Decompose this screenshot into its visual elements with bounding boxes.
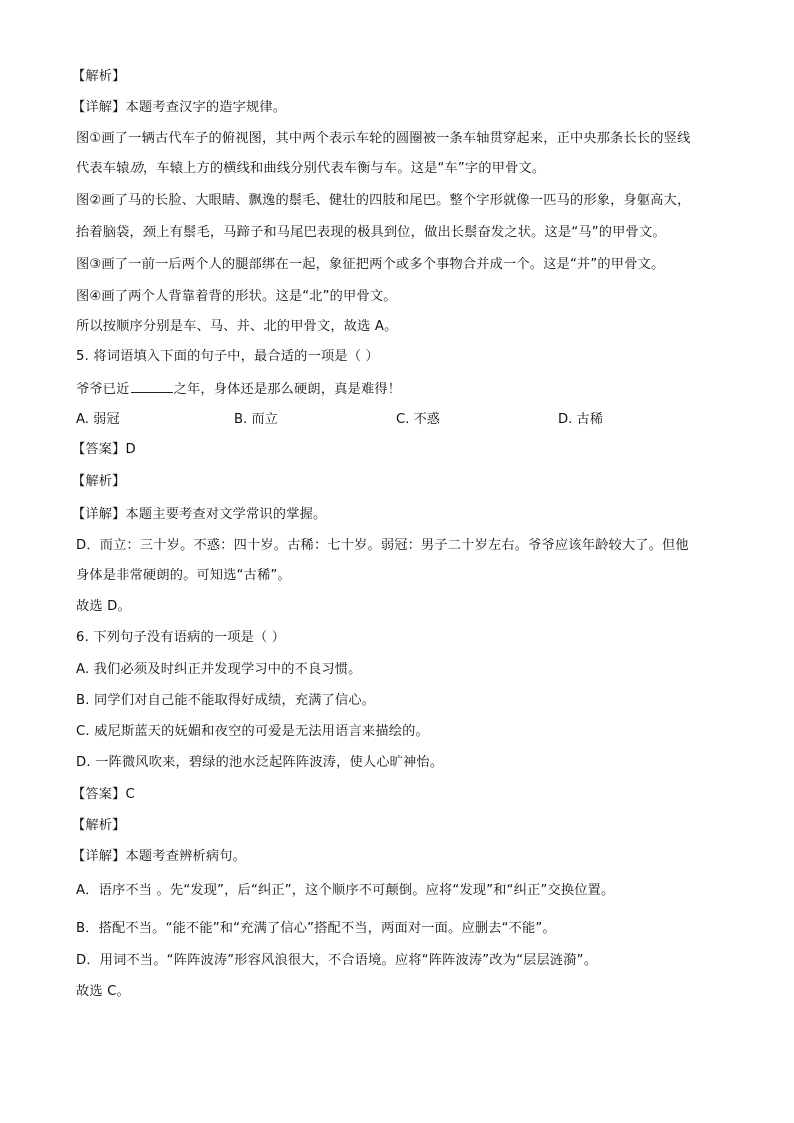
explanation-line: 故选 D。 [76, 599, 131, 614]
explanation-line [76, 160, 545, 178]
option-a: A. 弱冠 [76, 412, 120, 427]
explanation-line: 身体是非常硬朗的。可知选“古稀”。 [76, 568, 291, 583]
explanation-line: 图②画了马的长脸、大眼睛、飘逸的鬃毛、健壮的四肢和尾巴。整个字形就像一匹马的形象，身躯高大， [76, 193, 691, 208]
answer-label: 【答案】D [72, 442, 136, 457]
option-c: C. 不惑 [396, 412, 440, 427]
explanation-text: 代表车辕 [76, 161, 130, 176]
question-stem: 5. 将词语填入下面的句子中，最合适的一项是（ ） [76, 349, 379, 364]
analysis-heading: 【解析】 [72, 474, 126, 489]
option-c: C. 威尼斯蓝天的妩媚和夜空的可爱是无法用语言来描绘的。 [76, 724, 429, 739]
explanation-line: B．搭配不当。“能不能”和“充满了信心”搭配不当，两面对一面。应删去“不能”。 [76, 921, 556, 936]
explanation-line: 抬着脑袋，颈上有鬃毛，马蹄子和马尾巴表现的极具到位，做出长鬃奋发之状。这是“马”的甲骨文。 [76, 225, 666, 240]
explanation-line: 图①画了一辆古代车子的俯视图，其中两个表示车轮的圆圈被一条车轴贯穿起来，正中央那条长长的竖线 [76, 131, 691, 146]
fill-blank [131, 380, 173, 393]
explanation-line: 所以按顺序分别是车、马、并、北的甲骨文，故选 A。 [76, 319, 398, 334]
explanation-line: A．语序不当 。先“发现”，后“纠正”，这个顺序不可颠倒。应将“发现”和“纠正”交换位置。 [76, 883, 615, 898]
explanation-line: D．而立：三十岁。不惑：四十岁。古稀：七十岁。弱冠：男子二十岁左右。爷爷应该年龄较大了。但他 [76, 538, 689, 553]
option-b: B. 而立 [234, 412, 278, 427]
analysis-heading: 【解析】 [72, 818, 126, 833]
detail-heading: 【详解】本题考查辨析病句。 [72, 849, 247, 864]
option-b: B. 同学们对自己能不能取得好成绩，充满了信心。 [76, 693, 376, 708]
explanation-line: D．用词不当。“阵阵波涛”形容风浪很大，不合语境。应将“阵阵波涛”改为“层层涟漪”。 [76, 953, 598, 968]
explanation-text: 劢 [129, 161, 143, 176]
question-stem: 6. 下列句子没有语病的一项是（ ） [76, 630, 286, 645]
explanation-line: 图④画了两个人背靠着背的形状。这是“北”的甲骨文。 [76, 289, 397, 304]
explanation-line: 故选 C。 [76, 984, 130, 999]
sentence-part: 之年，身体还是那么硬朗，真是难得！ [173, 382, 402, 397]
option-d: D. 古稀 [558, 412, 603, 427]
detail-heading: 【详解】本题主要考查对文学常识的掌握。 [72, 507, 327, 522]
sentence-part: 爷爷已近 [76, 382, 130, 397]
detail-heading: 【详解】本题考查汉字的造字规律。 [72, 100, 287, 115]
answer-label: 【答案】C [72, 787, 135, 802]
question-sentence [76, 380, 401, 399]
explanation-text: ，车辕上方的横线和曲线分别代表车衡与车。这是“车”字的甲骨文。 [142, 161, 546, 176]
explanation-line: 图③画了一前一后两个人的腿部绑在一起，象征把两个或多个事物合并成一个。这是“并”的甲骨文。 [76, 257, 665, 272]
option-d: D. 一阵微风吹来，碧绿的池水泛起阵阵波涛，使人心旷神怡。 [76, 755, 444, 770]
analysis-heading: 【解析】 [72, 69, 126, 84]
option-a: A. 我们必须及时纠正并发现学习中的不良习惯。 [76, 662, 362, 677]
